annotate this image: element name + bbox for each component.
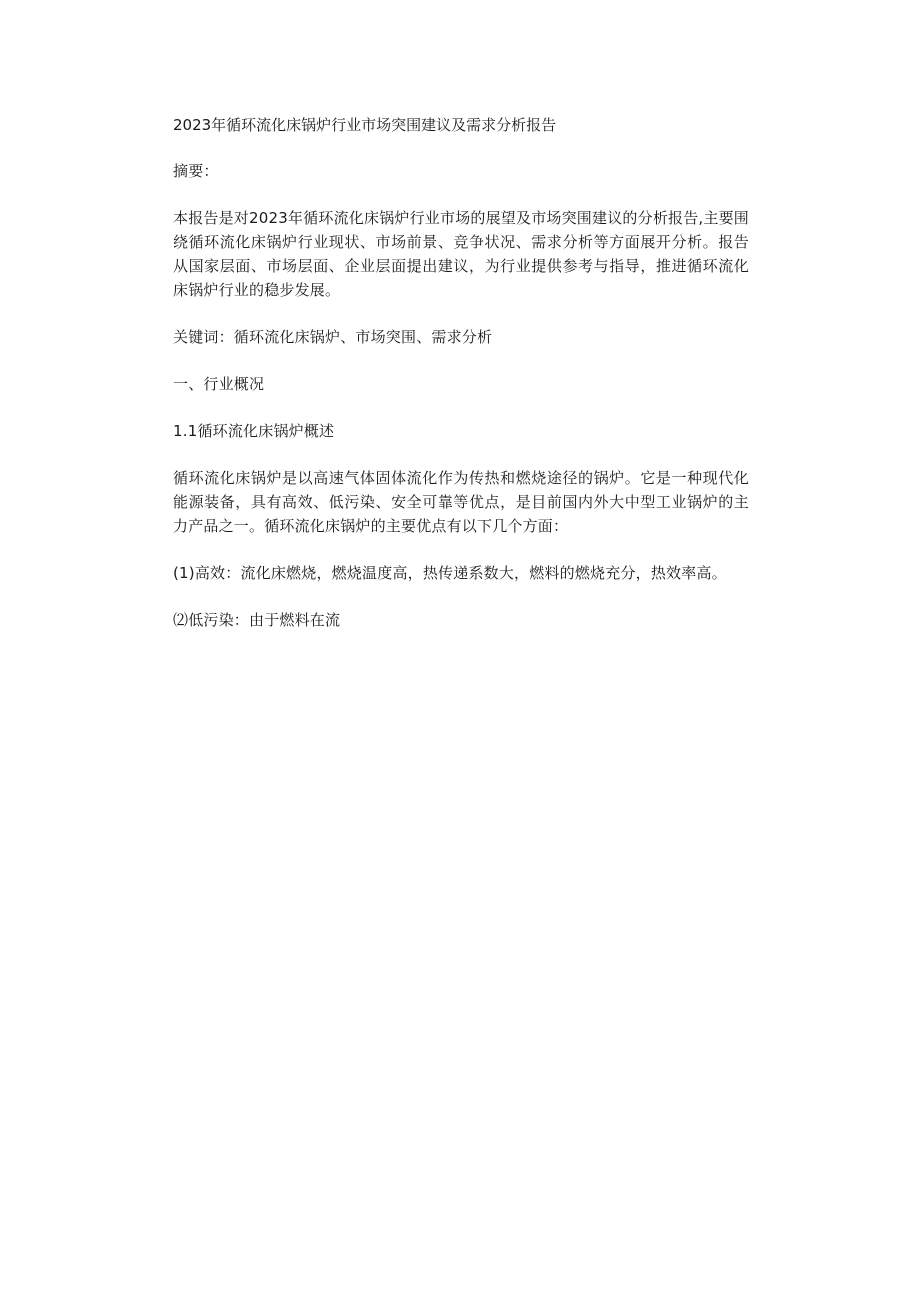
document-page	[173, 113, 749, 655]
section-heading-overview: 一、行业概况	[173, 375, 265, 393]
document-title: 2023年循环流化床锅炉行业市场突围建议及需求分析报告	[173, 116, 557, 134]
keywords-line: 关键词：循环流化床锅炉、市场突围、需求分析	[173, 328, 493, 346]
abstract-paragraph: 本报告是对2023年循环流化床锅炉行业市场的展望及市场突围建议的分析报告,主要围绕循环流化床锅炉行业现状、市场前景、竞争状况、需求分析等方面展开分析。报告从国家层面、市场层面、企业层面提出建议，为行业提供参考与指导，推进循环流化床锅炉行业的稳步发展。	[173, 209, 749, 299]
point-high-efficiency: (1)高效：流化床燃烧，燃烧温度高，热传递系数大，燃料的燃烧充分，热效率高。	[173, 564, 727, 582]
subsection-heading-1-1: 1.1循环流化床锅炉概述	[173, 422, 335, 440]
abstract-label: 摘要：	[173, 162, 219, 180]
overview-paragraph: 循环流化床锅炉是以高速气体固体流化作为传热和燃烧途径的锅炉。它是一种现代化能源装备，具有高效、低污染、安全可靠等优点，是目前国内外大中型工业锅炉的主力产品之一。循环流化床锅炉的主要优点有以下几个方面：	[173, 469, 749, 535]
point-low-pollution: ⑵低污染：由于燃料在流	[173, 611, 341, 629]
